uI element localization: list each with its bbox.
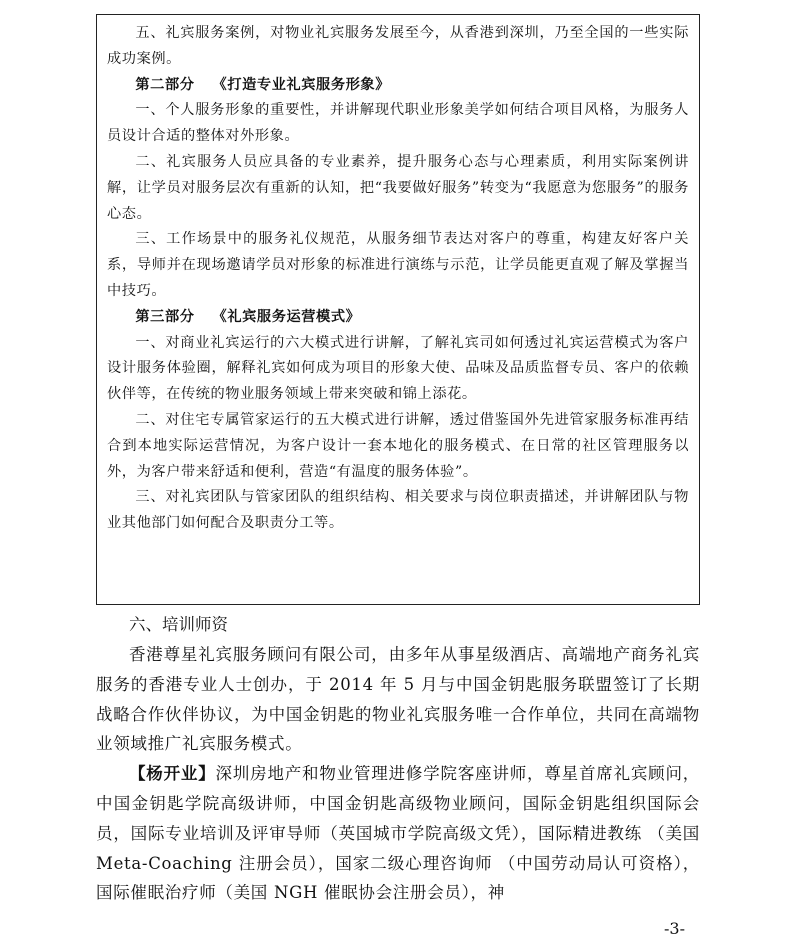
page-number: -3- (664, 919, 685, 938)
course-outline-box (96, 14, 700, 605)
part-three-item-2: 二、对住宅专属管家运行的五大模式进行讲解，透过借鉴国外先进管家服务标准再结合到本地实际运营情况，为客户设计一套本地化的服务模式、在日常的社区管理服务以外，为客户带来舒适和便利，营造“有温度的服务体验”。 (107, 411, 689, 480)
part-three-label: 第三部分 (135, 308, 195, 325)
part-two-title: 《打造专业礼宾服务形象》 (212, 76, 390, 93)
part-two-item-2: 二、礼宾服务人员应具备的专业素养，提升服务心态与心理素质，利用实际案例讲解，让学员对服务层次有重新的认知，把“我要做好服务”转变为“我愿意为您服务”的服务心态。 (107, 153, 689, 222)
trainer-bio-text: 深圳房地产和物业管理进修学院客座讲师，尊星首席礼宾顾问，中国金钥匙学院高级讲师，中国金钥匙高级物业顾问，国际金钥匙组织国际会员，国际专业培训及评审导师（英国城市学院高级文凭），国际精进教练 （美国 Meta-Coaching 注册会员），国家二级心理咨询师 （中国劳动局认可资格），国际催眠治疗师（美国 NGH 催眠协会注册会员），神 (96, 764, 700, 903)
part-two-item-3: 三、工作场景中的服务礼仪规范，从服务细节表达对客户的尊重，构建友好客户关系，导师并在现场邀请学员对形象的标准进行演练与示范，让学员能更直观了解及掌握当中技巧。 (107, 231, 689, 299)
part-three-heading (107, 305, 689, 331)
trainer-section (96, 610, 700, 908)
trainer-bio (96, 759, 700, 908)
case-study-item: 五、礼宾服务案例，对物业礼宾服务发展至今，从香港到深圳，乃至全国的一些实际成功案例。 (107, 25, 689, 67)
part-two-label: 第二部分 (135, 76, 195, 93)
section-heading: 六、培训师资 (129, 615, 228, 634)
part-two-item-1: 一、个人服务形象的重要性，并讲解现代职业形象美学如何结合项目风格，为服务人员设计合适的整体对外形象。 (107, 102, 689, 145)
part-three-title: 《礼宾服务运营模式》 (212, 308, 361, 325)
company-intro: 香港尊星礼宾服务顾问有限公司，由多年从事星级酒店、高端地产商务礼宾服务的香港专业人士创办，于 2014 年 5 月与中国金钥匙服务联盟签订了长期战略合作伙伴协议，为中国金钥匙的物业礼宾服务唯一合作单位，共同在高端物业领域推广礼宾服务模式。 (96, 645, 700, 754)
part-three-item-3: 三、对礼宾团队与管家团队的组织结构、相关要求与岗位职责描述，并讲解团队与物业其他部门如何配合及职责分工等。 (107, 489, 689, 532)
part-three-item-1: 一、对商业礼宾运行的六大模式进行讲解，了解礼宾司如何透过礼宾运营模式为客户设计服务体验圈，解释礼宾如何成为项目的形象大使、品味及品质监督专员、客户的依赖伙伴等，在传统的物业服务领域上带来突破和锦上添花。 (107, 334, 689, 403)
trainer-name: 【杨开业】 (129, 764, 216, 784)
part-two-heading (107, 73, 689, 99)
